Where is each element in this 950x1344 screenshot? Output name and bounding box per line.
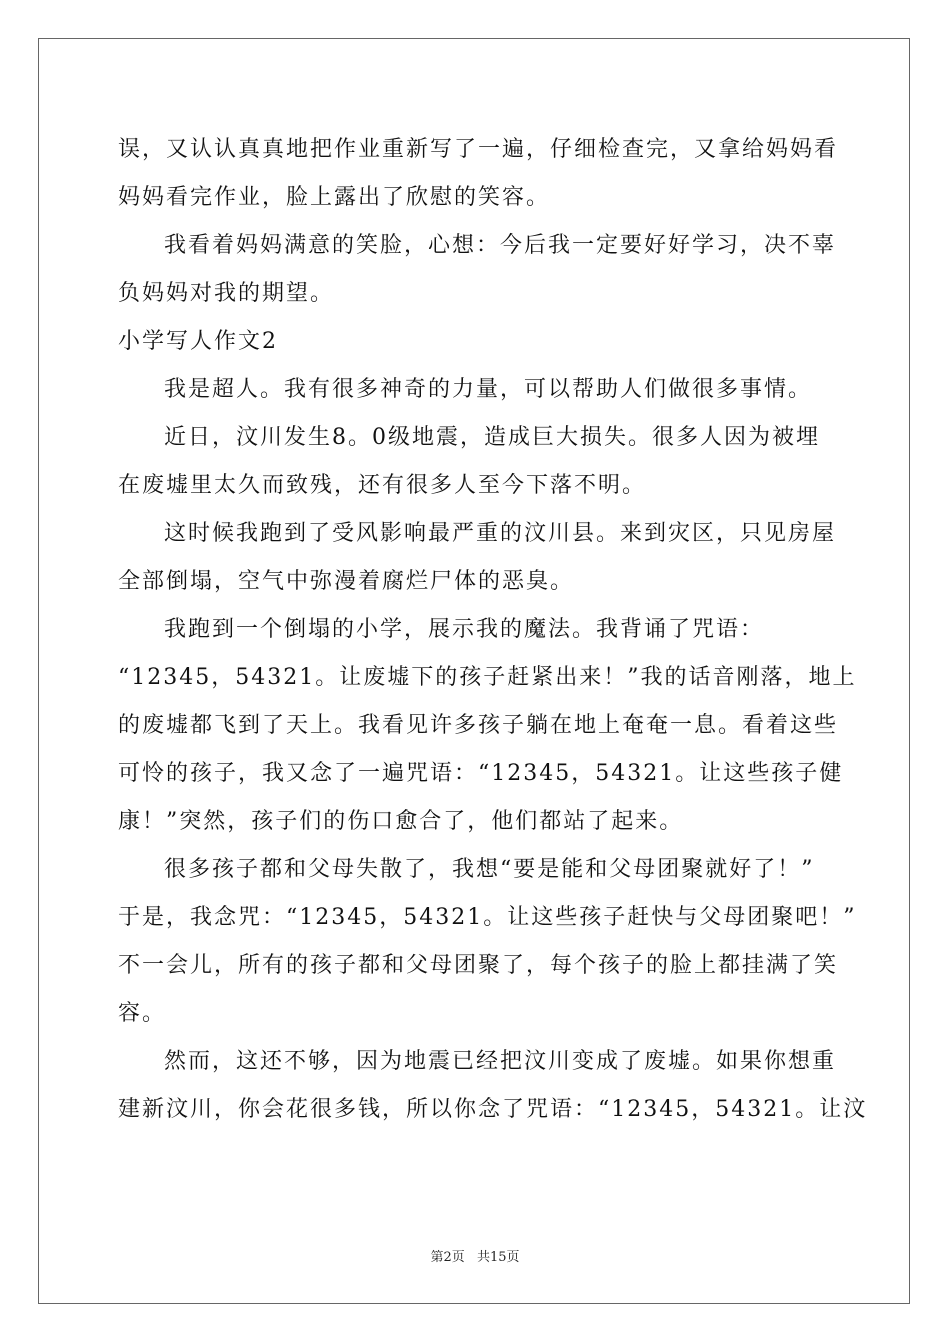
paragraph-line: 近日，汶川发生8。0级地震，造成巨大损失。很多人因为被埋 xyxy=(164,425,820,450)
text-line: 误，又认认真真地把作业重新写了一遍，仔细检查完，又拿给妈妈看 xyxy=(118,137,839,162)
document-body xyxy=(118,126,868,1134)
paragraph-line: 我看着妈妈满意的笑脸，心想：今后我一定要好好学习，决不辜 xyxy=(164,233,837,258)
paragraph-line: 然而，这还不够，因为地震已经把汶川变成了废墟。如果你想重 xyxy=(164,1049,837,1074)
text-line: 负妈妈对我的期望。 xyxy=(118,281,335,306)
paragraph-line: 我跑到一个倒塌的小学，展示我的魔法。我背诵了咒语： xyxy=(164,617,765,642)
paragraph-line: 这时候我跑到了受风影响最严重的汶川县。来到灾区，只见房屋 xyxy=(164,521,837,546)
text-line: “12345，54321。让废墟下的孩子赶紧出来！”我的话音刚落，地上 xyxy=(118,665,857,690)
paragraph-line: 很多孩子都和父母失散了，我想“要是能和父母团聚就好了！” xyxy=(164,857,815,882)
page-footer xyxy=(0,1246,950,1265)
text-line: 可怜的孩子，我又念了一遍咒语：“12345，54321。让这些孩子健 xyxy=(118,761,844,786)
page-total: 共15页 xyxy=(476,1250,520,1265)
paragraph-line: 我是超人。我有很多神奇的力量，可以帮助人们做很多事情。 xyxy=(164,377,813,402)
text-line: 妈妈看完作业，脸上露出了欣慰的笑容。 xyxy=(118,185,551,210)
text-line: 于是，我念咒：“12345，54321。让这些孩子赶快与父母团聚吧！” xyxy=(118,905,857,930)
text-line: 全部倒塌，空气中弥漫着腐烂尸体的恶臭。 xyxy=(118,569,575,594)
text-line: 建新汶川，你会花很多钱，所以你念了咒语：“12345，54321。让汶 xyxy=(118,1097,868,1122)
text-line: 在废墟里太久而致残，还有很多人至今下落不明。 xyxy=(118,473,647,498)
text-line: 康！”突然，孩子们的伤口愈合了，他们都站了起来。 xyxy=(118,809,684,834)
page-number: 第2页 xyxy=(430,1250,465,1265)
section-heading: 小学写人作文2 xyxy=(118,329,278,354)
text-line: 容。 xyxy=(118,1001,167,1026)
text-line: 的废墟都飞到了天上。我看见许多孩子躺在地上奄奄一息。看着这些 xyxy=(118,713,839,738)
text-line: 不一会儿，所有的孩子都和父母团聚了，每个孩子的脸上都挂满了笑 xyxy=(118,953,839,978)
